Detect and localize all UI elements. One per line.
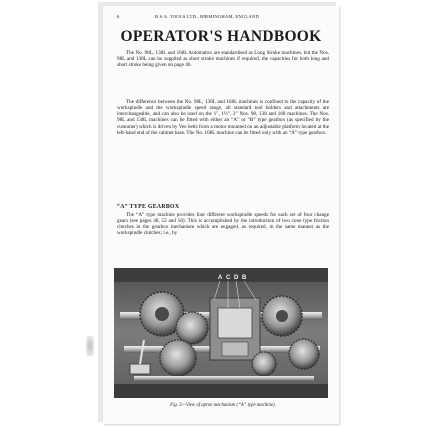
figure-label: B — [242, 275, 247, 281]
page-number: 6 — [117, 14, 120, 19]
figure-label: C — [226, 275, 231, 281]
section-paragraph: The “A” type machine provides four different workspindle speeds for each set of four change gears (see pages 48, 52 and 56). This is accomplished by the introduction of two cone type friction clutches in the gearbox mechanism which are engaged, as required, in the same manner as the workspindle clutches; i.e., by — [117, 212, 329, 237]
paragraph-1: The No. 98L, 138L and 168L Automatics are standardised as Long Stroke machines, but the Nos. 98L and 138L can be supplied as short stroke machines if required, the capacities for both long and short stroke being given on page 46. — [117, 50, 329, 69]
document-page — [103, 6, 339, 424]
paragraph-2: The difference between the No. 98L, 138L and 168L machines is confined to the capacity of the workspindle and the workspindle speed range, all standard tool holders and attachments are interchangeable, and can also be used on the 1″, 1½″, 2″ Nos. 98, 138 and 168 machines. The Nos. 98L and 138L machines can be fitted with either an “A” or “B” type gearbox (as specified by the customer) which is driven by Vee belts from a motor mounted on an adjustable platform located at the left-hand end of the cabinet base. The No. 168L machine can be fitted only with an “A” type gearbox. — [117, 99, 329, 136]
page-title: OPERATOR'S HANDBOOK — [120, 28, 322, 45]
section-heading: “A” TYPE GEARBOX — [117, 204, 180, 210]
figure-label: D — [234, 275, 239, 281]
figure-label: A — [218, 275, 223, 281]
page-header — [117, 14, 329, 22]
apron-mechanism-photo — [114, 268, 328, 398]
figure-caption: Fig. 3—View of apron mechanism (“A” type machine). — [170, 403, 276, 408]
running-title: B.S.A. TOOLS LTD., BIRMINGHAM, ENGLAND — [155, 14, 259, 19]
binder-mark — [86, 336, 94, 356]
